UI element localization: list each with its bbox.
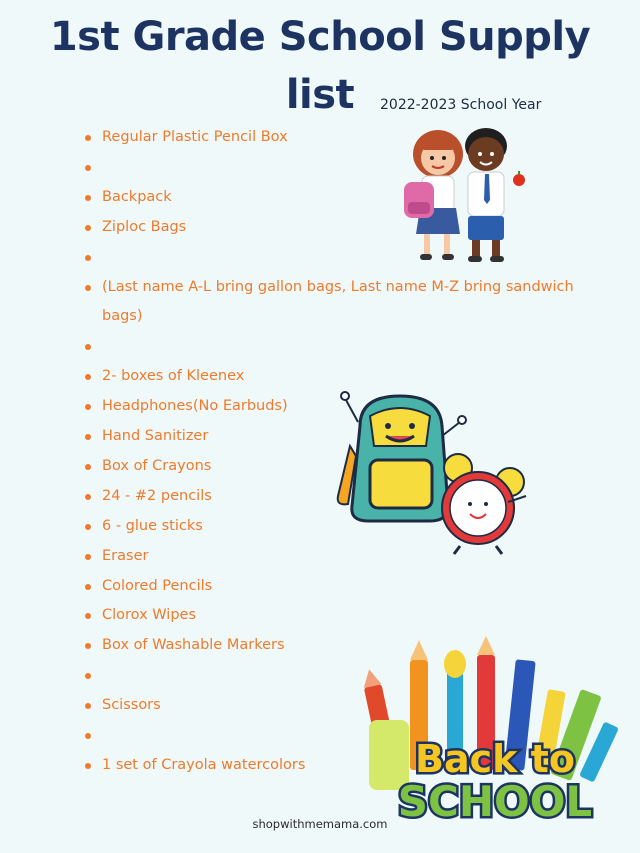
list-item: 2- boxes of Kleenex xyxy=(83,362,583,392)
list-item: (Last name A-L bring gallon bags, Last name M-Z bring sandwich bags) xyxy=(83,273,583,333)
footer-site: shopwithmemama.com xyxy=(252,817,388,831)
list-item: 24 - #2 pencils xyxy=(83,482,583,512)
list-item xyxy=(83,332,583,362)
list-item: Backpack xyxy=(83,183,583,213)
list-item: Colored Pencils xyxy=(83,572,583,602)
list-item: Eraser xyxy=(83,542,583,572)
school-year: 2022-2023 School Year xyxy=(380,97,542,113)
list-item: Scissors xyxy=(83,691,583,721)
title-line-1: 1st Grade School Supply xyxy=(49,14,591,60)
banner-line-2: SCHOOL xyxy=(397,777,593,826)
list-item: 1 set of Crayola watercolors xyxy=(83,751,583,781)
page-title xyxy=(0,8,640,124)
list-item: Regular Plastic Pencil Box xyxy=(83,123,583,153)
title-line-2: list xyxy=(285,72,355,118)
back-to-school-banner xyxy=(355,630,630,835)
list-item: Box of Crayons xyxy=(83,452,583,482)
banner-line-1: Back to xyxy=(415,737,575,781)
list-item: 6 - glue sticks xyxy=(83,512,583,542)
list-item: Ziploc Bags xyxy=(83,213,583,243)
list-item: Box of Washable Markers xyxy=(83,631,583,661)
list-item: Hand Sanitizer xyxy=(83,422,583,452)
backpack-clock-illustration xyxy=(330,386,535,556)
kids-illustration xyxy=(398,122,533,270)
list-item: Headphones(No Earbuds) xyxy=(83,392,583,422)
list-item: Clorox Wipes xyxy=(83,601,583,631)
